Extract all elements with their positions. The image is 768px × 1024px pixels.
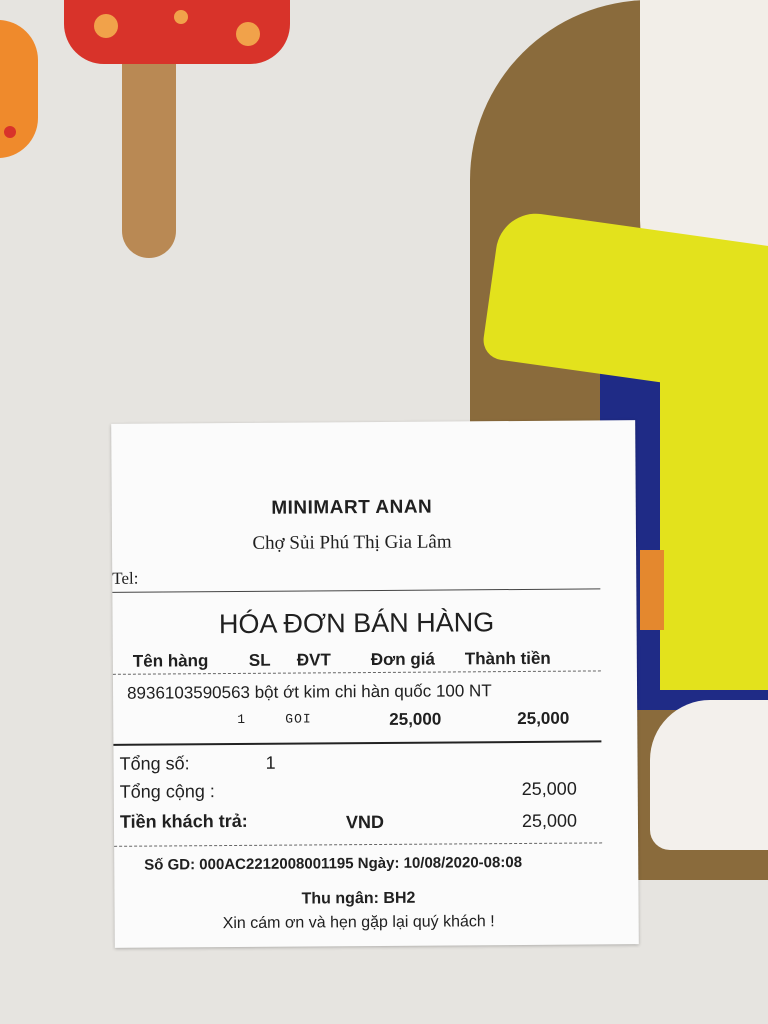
divider	[112, 588, 600, 592]
column-header-amount: Thành tiền	[464, 648, 551, 669]
paid-value: 25,000	[521, 810, 578, 831]
count-value: 1	[265, 752, 276, 773]
count-label: Tổng số:	[119, 753, 190, 774]
item-unit-price: 25,000	[389, 709, 442, 729]
paid-label: Tiền khách trả:	[119, 810, 248, 832]
transaction-line: Số GD: 000AC2212008001195 Ngày: 10/08/2020-08:08	[144, 853, 523, 874]
popsicle-stick-decoration	[122, 58, 176, 258]
column-header-qty: SL	[248, 650, 271, 670]
item-description: 8936103590563 bột ớt kim chi hàn quốc 100 NT	[126, 681, 492, 703]
divider	[114, 842, 602, 846]
dot-decoration	[4, 126, 16, 138]
column-header-price: Đơn giá	[370, 649, 435, 670]
dot-decoration	[174, 10, 188, 24]
store-address: Chợ Sủi Phú Thị Gia Lâm	[252, 531, 452, 554]
hamster-vest-stripe	[640, 550, 664, 630]
item-unit: GOI	[285, 711, 312, 727]
dot-decoration	[236, 22, 260, 46]
orange-shape-decoration	[0, 20, 38, 158]
paid-currency: VND	[345, 811, 385, 833]
item-qty: 1	[237, 711, 246, 727]
total-value: 25,000	[521, 778, 577, 799]
hamster-vest-yellow	[660, 360, 768, 690]
item-amount: 25,000	[517, 708, 570, 729]
column-header-name: Tên hàng	[132, 651, 209, 671]
receipt	[111, 420, 639, 948]
popsicle-decoration	[64, 0, 290, 64]
tel-label: Tel:	[112, 568, 139, 588]
divider	[113, 740, 601, 745]
store-name: MINIMART ANAN	[271, 496, 433, 519]
column-header-unit: ĐVT	[296, 650, 331, 670]
receipt-title: HÓA ĐƠN BÁN HÀNG	[218, 607, 495, 640]
hamster-belly	[650, 700, 768, 850]
dot-decoration	[94, 14, 118, 38]
thank-you-message: Xin cám ơn và hẹn gặp lại quý khách !	[222, 913, 495, 933]
total-label: Tổng cộng :	[119, 781, 215, 802]
cashier: Thu ngân: BH2	[301, 889, 416, 908]
